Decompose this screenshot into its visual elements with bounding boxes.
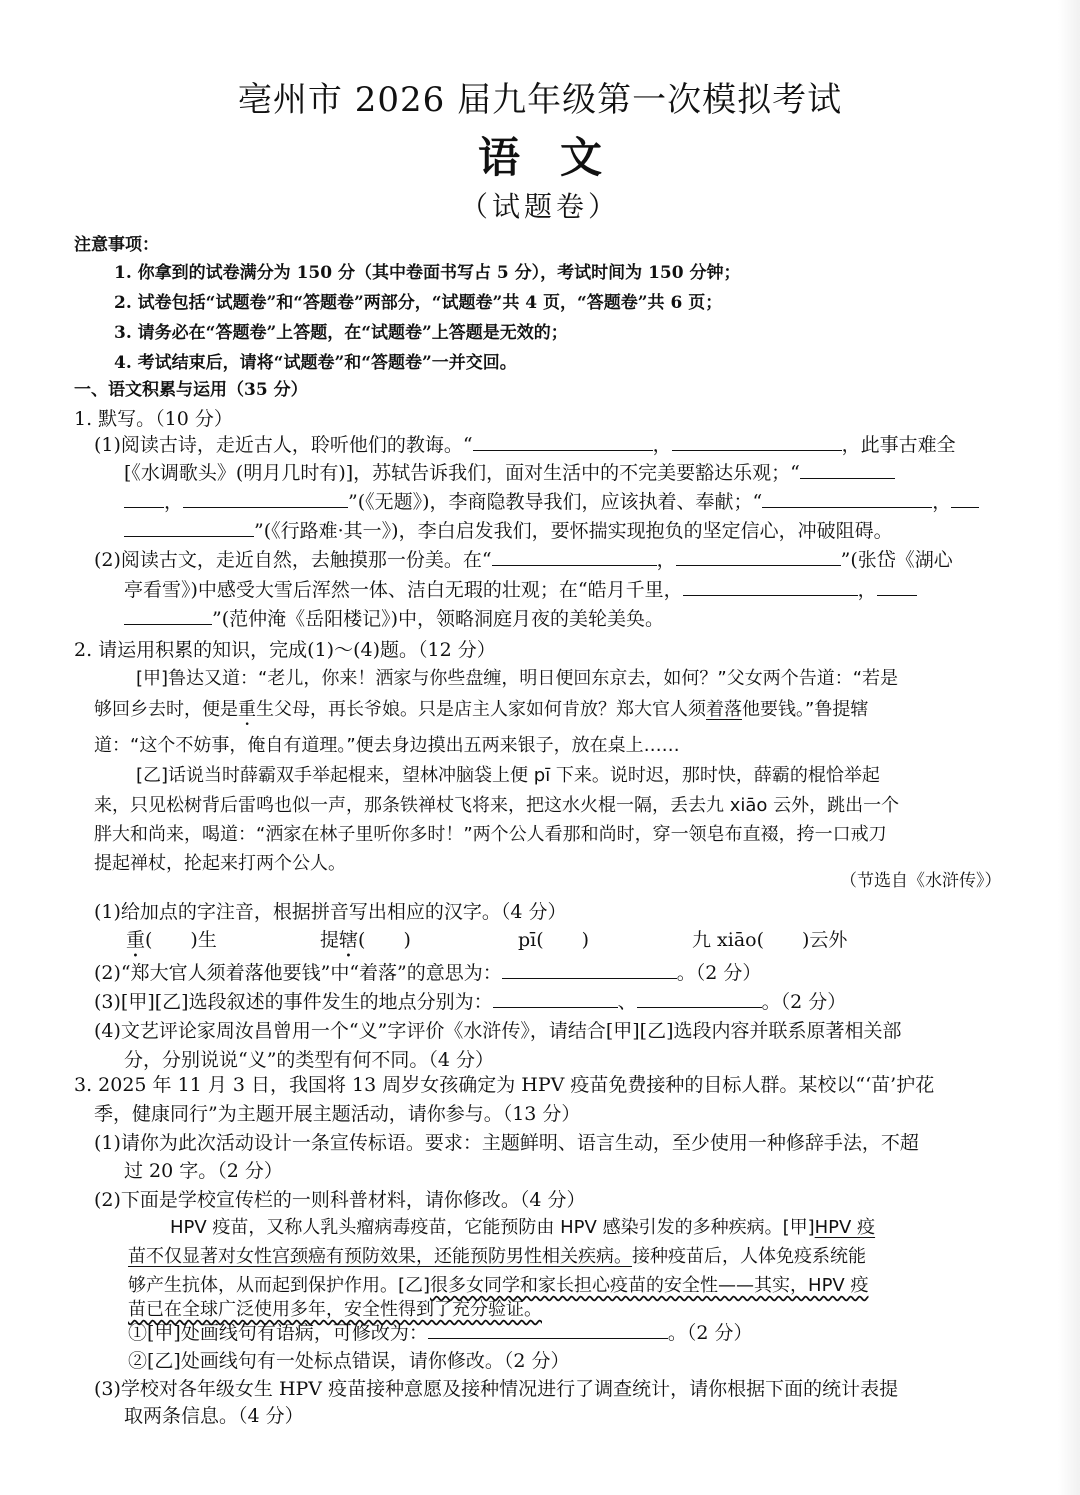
passage-jia: 够回乡去时，便是重生父母，再长爷娘。只是店主人家如何肯放？郑大官人须着落他要钱。”鲁提辖 xyxy=(94,699,869,720)
source-note: （节选自《水浒传》） xyxy=(840,871,1002,891)
pinyin-item: 重( )生 xyxy=(126,929,217,951)
passage-yi: 胖大和尚来，喝道：“洒家在林子里听你多时！”两个公人看那和尚时，穿一领皂布直裰，挎一口戒刀 xyxy=(94,824,887,845)
q2-sub: (4)文艺评论家周汝昌曾用一个“义”字评价《水浒传》，请结合[甲][乙]选段内容并联系原著相关部 xyxy=(94,1020,902,1042)
exam-title: 亳州市 2026 届九年级第一次模拟考试 xyxy=(237,80,843,120)
notice-item: 1. 你拿到的试卷满分为 150 分（其中卷面书写占 5 分），考试时间为 150 分钟； xyxy=(114,263,741,283)
q1-line: [《水调歌头》(明月几时有)]，苏轼告诉我们，面对生活中的不完美要豁达乐观；“ xyxy=(124,458,895,485)
answer-blank[interactable] xyxy=(676,545,841,566)
q1-line: ”(《行路难·其一》)，李白启发我们，要怀揣实现抱负的坚定信心，冲破阻碍。 xyxy=(124,516,893,543)
answer-blank[interactable] xyxy=(502,958,677,979)
answer-blank[interactable] xyxy=(428,1318,668,1339)
pinyin-item: pī( ) xyxy=(518,929,590,951)
answer-blank[interactable] xyxy=(492,545,657,566)
answer-blank[interactable] xyxy=(672,430,842,451)
passage-yi: 来，只见松树背后雷鸣也似一声，那条铁禅杖飞将来，把这水火棍一隔，丢去九 xiāo 云外，跳出一个 xyxy=(94,795,900,816)
passage-yi: [乙]话说当时薛霸双手举起棍来，望林冲脑袋上便 pī 下来。说时迟，那时快，薛霸的棍恰举起 xyxy=(136,765,880,786)
answer-blank[interactable] xyxy=(951,487,979,508)
q1-line: (1)阅读古诗，走近古人，聆听他们的教诲。“ ， ，此事古难全 xyxy=(94,430,956,457)
scan-edge xyxy=(1058,0,1080,1495)
answer-blank[interactable] xyxy=(762,487,932,508)
q1-line: ， ”(《无题》)，李商隐教导我们，应该执着、奉献；“ ， xyxy=(124,487,979,514)
q1-line: ”(范仲淹《岳阳楼记》)中，领略洞庭月夜的美轮美奂。 xyxy=(124,604,664,631)
q1-line: (2)阅读古文，走近自然，去触摸那一份美。在“ ， ”(张岱《湖心 xyxy=(94,545,953,572)
material-line: 够产生抗体，从而起到保护作用。[乙]很多女同学和家长担心疫苗的安全性——其实，HPV 疫 xyxy=(128,1275,869,1296)
notice-item: 3. 请务必在“答题卷”上答题，在“试题卷”上答题是无效的； xyxy=(114,323,568,343)
q2-sub: (1)给加点的字注音，根据拼音写出相应的汉字。（4 分） xyxy=(94,901,567,923)
q2-stem: 2. 请运用积累的知识，完成(1)～(4)题。（12 分） xyxy=(74,639,496,661)
q2-sub: (2)“郑大官人须着落他要钱”中“着落”的意思为： 。（2 分） xyxy=(94,958,761,985)
answer-blank[interactable] xyxy=(473,430,653,451)
answer-blank[interactable] xyxy=(183,487,348,508)
answer-blank[interactable] xyxy=(683,575,858,596)
q3-stem: 3. 2025 年 11 月 3 日，我国将 13 周岁女孩确定为 HPV 疫苗免费接种的目标人群。某校以“‘苗’护花 xyxy=(74,1074,935,1096)
passage-jia: 道：“这个不妨事，俺自有道理。”便去身边摸出五两来银子，放在桌上…… xyxy=(94,735,680,756)
section-heading: 一、语文积累与运用（35 分） xyxy=(74,380,308,400)
material-line: HPV 疫苗，又称人乳头瘤病毒疫苗，它能预防由 HPV 感染引发的多种疾病。[甲]HPV 疫 xyxy=(170,1217,876,1238)
material-line: 苗不仅显著对女性宫颈癌有预防效果，还能预防男性相关疾病。接种疫苗后，人体免疫系统能 xyxy=(128,1246,866,1267)
q3-sub: 取两条信息。（4 分） xyxy=(124,1405,304,1427)
material-line: 苗已在全球广泛使用多年，安全性得到了充分验证。 xyxy=(128,1299,542,1320)
subject-title: 语文 xyxy=(477,133,642,182)
q3-sub: (2)下面是学校宣传栏的一则科普材料，请你修改。（4 分） xyxy=(94,1189,586,1211)
pinyin-item: 提辖( ) xyxy=(320,929,411,951)
q1-line: 亭看雪》)中感受大雪后浑然一体、洁白无瑕的壮观；在“皓月千里， ， xyxy=(124,575,917,602)
notice-heading: 注意事项： xyxy=(74,235,159,255)
paper-type: （试题卷） xyxy=(459,190,620,223)
answer-blank[interactable] xyxy=(800,458,895,479)
notice-item: 4. 考试结束后，请将“试题卷”和“答题卷”一并交回。 xyxy=(114,353,517,373)
q3-sub: ①[甲]处画线句有语病，可修改为： 。（2 分） xyxy=(128,1318,752,1345)
q2-sub: 分，分别说说“义”的类型有何不同。（4 分） xyxy=(124,1049,495,1071)
q3-sub: 过 20 字。（2 分） xyxy=(124,1160,283,1182)
q1-stem: 1. 默写。（10 分） xyxy=(74,408,233,430)
notice-item: 2. 试卷包括“试题卷”和“答题卷”两部分，“试题卷”共 4 页，“答题卷”共 6 页； xyxy=(114,293,723,313)
answer-blank[interactable] xyxy=(124,487,164,508)
q3-sub: (3)学校对各年级女生 HPV 疫苗接种意愿及接种情况进行了调查统计，请你根据下面的统计表提 xyxy=(94,1378,899,1400)
answer-blank[interactable] xyxy=(124,516,254,537)
answer-blank[interactable] xyxy=(877,575,917,596)
q3-stem: 季，健康同行”为主题开展主题活动，请你参与。（13 分） xyxy=(94,1103,581,1125)
passage-yi: 提起禅杖，抡起来打两个公人。 xyxy=(94,853,346,874)
pinyin-item: 九 xiāo( )云外 xyxy=(692,929,848,951)
q2-sub: (3)[甲][乙]选段叙述的事件发生的地点分别为： 、 。（2 分） xyxy=(94,987,846,1014)
passage-jia: [甲]鲁达又道：“老儿，你来！洒家与你些盘缠，明日便回东京去，如何？”父女两个告道：“若是 xyxy=(136,668,899,689)
q3-sub: (1)请你为此次活动设计一条宣传标语。要求：主题鲜明、语言生动，至少使用一种修辞手法，不超 xyxy=(94,1132,919,1154)
answer-blank[interactable] xyxy=(124,604,212,625)
q3-sub: ②[乙]处画线句有一处标点错误，请你修改。（2 分） xyxy=(128,1350,570,1372)
answer-blank[interactable] xyxy=(493,987,618,1008)
answer-blank[interactable] xyxy=(637,987,762,1008)
